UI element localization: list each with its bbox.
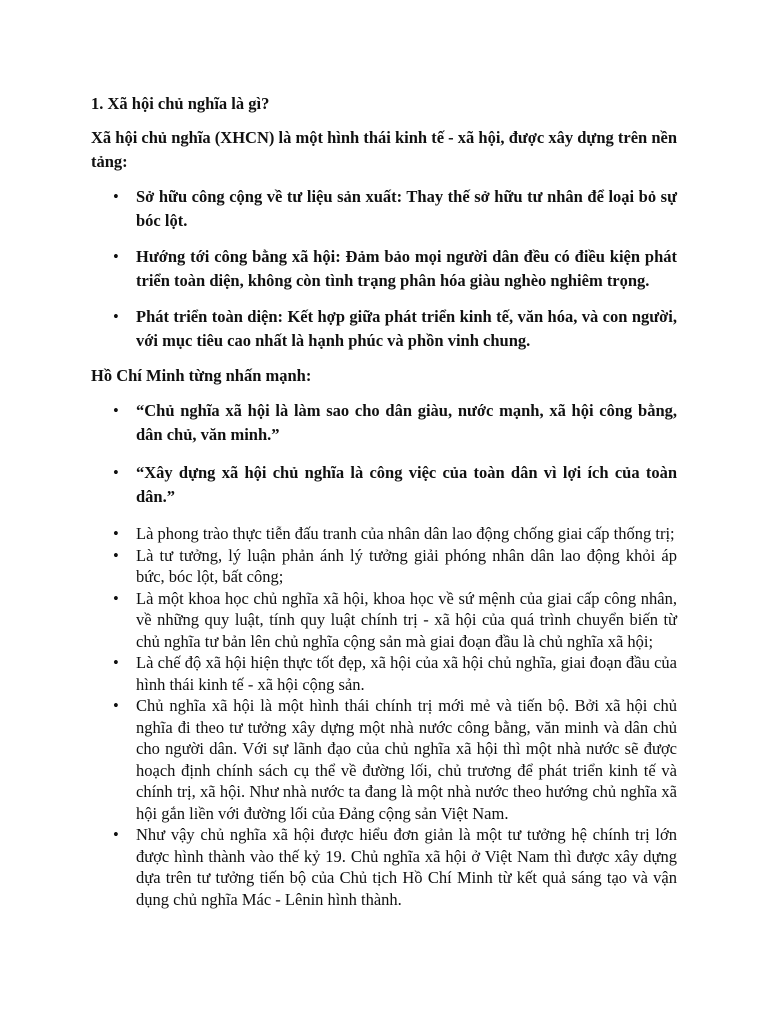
list-item-text: Là chế độ xã hội hiện thực tốt đẹp, xã hội của xã hội chủ nghĩa, giai đoạn đầu của hình thái kinh tế - xã hội cộng sản. [136,653,677,694]
bullet-icon: • [113,588,119,608]
bullet-icon: • [113,696,119,715]
list-item [91,185,677,233]
list-item-text: Là một khoa học chủ nghĩa xã hội, khoa học về sứ mệnh của giai cấp công nhân, về những quy luật, tính quy luật chính trị - xã hội của quá trình chuyển biến từ chủ nghĩa tư bản lên chủ nghĩa cộng sản mà giai đoạn đầu là chủ nghĩa xã hội; [136,588,677,651]
list-item-text: Chủ nghĩa xã hội là một hình thái chính trị mới mẻ và tiến bộ. Bởi xã hội chủ nghĩa đi theo tư tưởng xây dựng một nhà nước công bằng, văn minh và dân chủ cho người dân. Với sự lãnh đạo của chủ nghĩa xã hội thì một nhà nước sẽ được hoạch định chính sách cụ thể về đường lối, chủ trương để phát triển kinh tế và chính trị, xã hội. Như nhà nước ta đang là một nhà nước theo hướng chủ nghĩa xã hội gắn liền với đường lối của Đảng cộng sản Việt Nam. [136,696,677,823]
intro-paragraph: Xã hội chủ nghĩa (XHCN) là một hình thái kinh tế - xã hội, được xây dựng trên nền tảng: [91,128,677,171]
definitions-list [91,523,677,910]
list-item-text: Là tư tưởng, lý luận phản ánh lý tưởng giải phóng nhân dân lao động khỏi áp bức, bóc lột, bất công; [136,545,677,586]
bullet-icon: • [113,307,119,326]
list-item [91,399,677,447]
list-item-text: Phát triển toàn diện: Kết hợp giữa phát triển kinh tế, văn hóa, và con người, với mục tiêu cao nhất là hạnh phúc và phồn vinh chung. [136,307,677,350]
bullet-icon: • [113,545,119,565]
bullet-icon: • [113,524,119,543]
quote-text: “Chủ nghĩa xã hội là làm sao cho dân giàu, nước mạnh, xã hội công bằng, dân chủ, văn minh.” [136,401,677,444]
document-body [91,92,677,910]
list-item [91,523,677,545]
list-item-text: Là phong trào thực tiễn đấu tranh của nhân dân lao động chống giai cấp thống trị; [136,524,675,543]
foundations-list [91,185,677,353]
bullet-icon: • [113,653,119,672]
list-item [91,588,677,653]
quote-intro: Hồ Chí Minh từng nhấn mạnh: [91,366,312,385]
bullet-icon: • [113,187,119,206]
list-item [91,824,677,910]
bullet-icon: • [113,247,119,266]
list-item [91,245,677,293]
list-item-text: Sở hữu công cộng về tư liệu sản xuất: Thay thế sở hữu tư nhân để loại bỏ sự bóc lột. [136,187,677,230]
bullet-icon: • [113,401,119,420]
list-item [91,305,677,353]
list-item [91,652,677,695]
quotes-list [91,399,677,509]
list-item [91,461,677,509]
section-heading: 1. Xã hội chủ nghĩa là gì? [91,94,270,113]
list-item-text: Hướng tới công bằng xã hội: Đảm bảo mọi người dân đều có điều kiện phát triển toàn diện, không còn tình trạng phân hóa giàu nghèo nghiêm trọng. [136,247,677,290]
bullet-icon: • [113,825,119,844]
list-item [91,695,677,824]
list-item-text: Như vậy chủ nghĩa xã hội được hiểu đơn giản là một tư tưởng hệ chính trị lớn được hình thành vào thế kỷ 19. Chủ nghĩa xã hội ở Việt Nam thì được xây dựng dựa trên tư tưởng tiến bộ của Chủ tịch Hồ Chí Minh từ kết quả sáng tạo và vận dụng chủ nghĩa Mác - Lênin hình thành. [136,825,677,909]
quote-text: “Xây dựng xã hội chủ nghĩa là công việc của toàn dân vì lợi ích của toàn dân.” [136,463,677,506]
list-item [91,545,677,588]
bullet-icon: • [113,463,119,482]
